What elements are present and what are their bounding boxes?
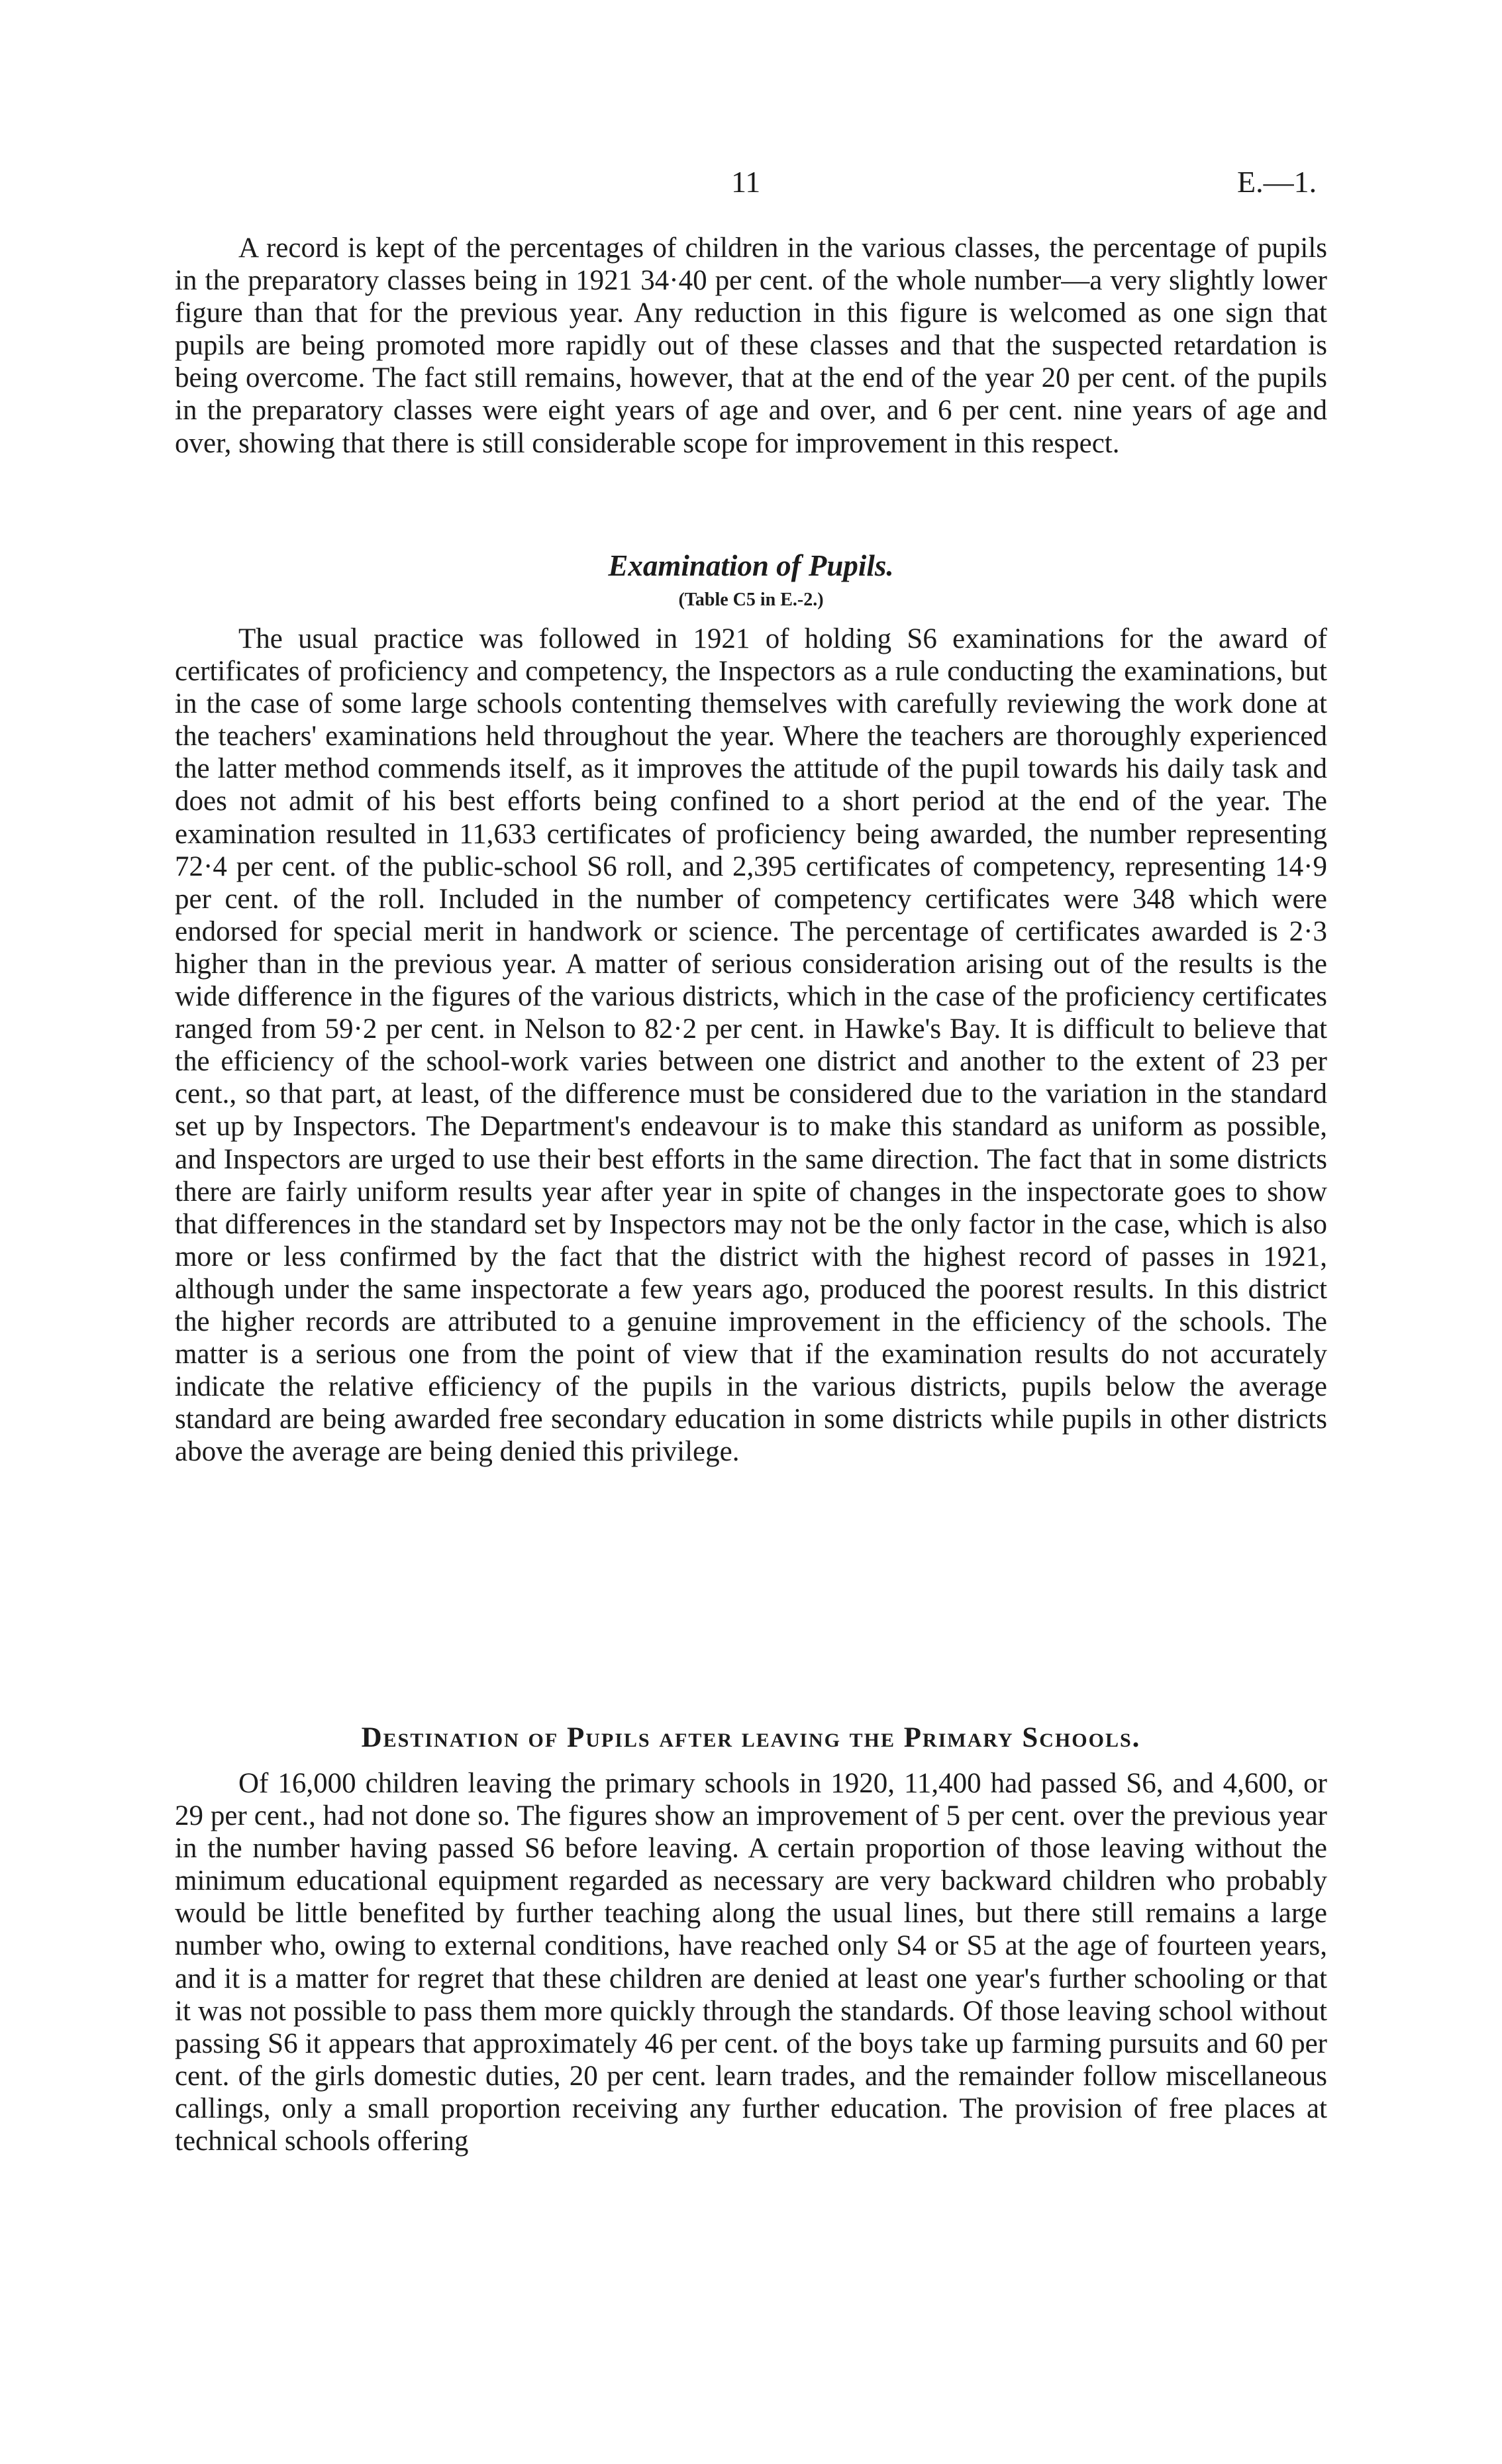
paragraph-examination: The usual practice was followed in 1921 of holding S6 examinations for the award of certificates of proficiency and competency, the Inspectors as a rule conducting the examinations, but in the case of some large schools contenting themselves with carefully reviewing the work done at the teachers' examinations held throughout the year. Where the teachers are thoroughly experienced the latter method commends itself, as it improves the attitude of the pupil towards his daily task and does not admit of his best efforts being confined to a short period at the end of the year. The examination resulted in 11,633 certificates of proficiency being awarded, the number representing 72·4 per cent. of the public-school S6 roll, and 2,395 certificates of competency, representing 14·9 per cent. of the roll. Included in the number of competency certificates were 348 which were endorsed for special merit in handwork or science. The percentage of certificates awarded is 2·3 higher than in the previous year. A matter of serious consideration arising out of the results is the wide difference in the figures of the various districts, which in the case of the proficiency certificates ranged from 59·2 per cent. in Nelson to 82·2 per cent. in Hawke's Bay. It is difficult to believe that the efficiency of the school-work varies between one district and another to the extent of 23 per cent., so that part, at least, of the difference must be considered due to the variation in the standard set up by Inspectors. The Department's endeavour is to make this standard as uniform as possible, and Inspectors are urged to use their best efforts in the same direction. The fact that in some districts there are fairly uniform results year after year in spite of changes in the inspectorate goes to show that differences in the standard set by Inspectors may not be the only factor in the case, which is also more or less confirmed by the fact that the district with the highest record of passes in 1921, although under the same inspectorate a few years ago, produced the poorest results. In this district the higher records are attributed to a genuine improvement in the efficiency of the schools. The matter is a serious one from the point of view that if the examination results do not accurately indicate the relative efficiency of the pupils in the various districts, pupils below the average standard are being awarded free secondary education in some districts while pupils in other districts above the average are being denied this privilege. (175, 623, 1327, 1468)
section-heading-destination: Destination of Pupils after leaving the Primary Schools. (361, 1722, 1141, 1753)
page-number: 11 (731, 165, 761, 199)
table-reference-note: (Table C5 in E.-2.) (678, 590, 824, 610)
document-reference: E.—1. (1237, 165, 1317, 199)
section-heading-examination: Examination of Pupils. (608, 549, 894, 582)
running-header (0, 164, 1502, 211)
paragraph-retardation: A record is kept of the percentages of children in the various classes, the percentage of pupils in the preparatory classes being in 1921 34·40 per cent. of the whole number—a very slightly lower figure than that for the previous year. Any reduction in this figure is welcomed as one sign that pupils are being promoted more rapidly out of these classes and that the suspected retardation is being overcome. The fact still remains, however, that at the end of the year 20 per cent. of the pupils in the preparatory classes were eight years of age and over, and 6 per cent. nine years of age and over, showing that there is still considerable scope for improvement in this respect. (175, 232, 1327, 459)
paragraph-destination: Of 16,000 children leaving the primary schools in 1920, 11,400 had passed S6, and 4,600, or 29 per cent., had not done so. The figures show an improvement of 5 per cent. over the previous year in the number having passed S6 before leaving. A certain proportion of those leaving without the minimum educational equipment regarded as necessary are very backward children who probably would be little benefited by further teaching along the usual lines, but there still remains a large number who, owing to external conditions, have reached only S4 or S5 at the age of fourteen years, and it is a matter for regret that these children are denied at least one year's further schooling or that it was not possible to pass them more quickly through the standards. Of those leaving school without passing S6 it appears that approximately 46 per cent. of the boys take up farming pursuits and 60 per cent. of the girls domestic duties, 20 per cent. learn trades, and the remainder follow miscellaneous callings, only a small proportion receiving any further education. The provision of free places at technical schools offering (175, 1768, 1327, 2157)
